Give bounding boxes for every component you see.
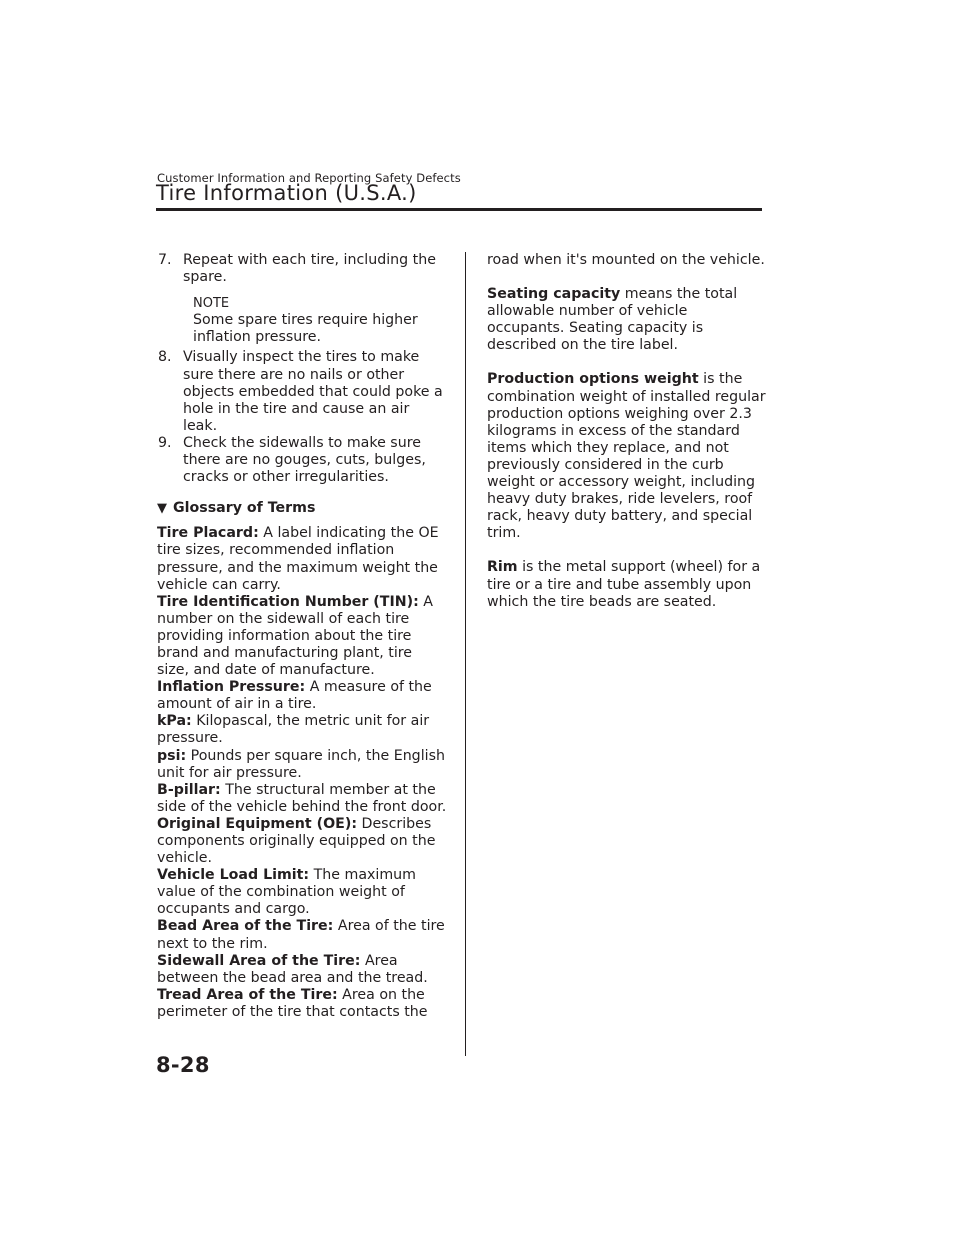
- definition-paragraph: [487, 286, 767, 354]
- term-name: Original Equipment (OE):: [157, 815, 358, 832]
- term-name: Inflation Pressure:: [157, 679, 306, 696]
- note-box: [157, 295, 447, 346]
- term-definition: Area between the bead area and the tread.: [157, 952, 428, 986]
- definition-paragraph: [487, 371, 767, 542]
- glossary-term: [157, 679, 447, 713]
- step-number: 9.: [158, 434, 172, 451]
- term-definition: A label indicating the OE tire sizes, recommended inflation pressure, and the maximum weight the vehicle can carry.: [157, 525, 439, 593]
- term-definition: Area on the perimeter of the tire that contacts the: [157, 986, 428, 1020]
- step-9: [157, 435, 447, 486]
- term-definition: is the metal support (wheel) for a tire or a tire and tube assembly upon which the tire beads are seated.: [487, 559, 761, 610]
- term-definition: Kilopascal, the metric unit for air pressure.: [157, 713, 430, 747]
- page-number: 8-28: [156, 1053, 210, 1077]
- step-number: 8.: [158, 349, 172, 366]
- glossary-term: [157, 713, 447, 747]
- term-name: Tire Placard:: [157, 525, 259, 542]
- term-definition: Pounds per square inch, the English unit for air pressure.: [157, 747, 445, 781]
- step-number: 7.: [158, 252, 172, 268]
- term-definition: Describes components originally equipped on the vehicle.: [157, 815, 436, 867]
- glossary-term: [157, 953, 447, 987]
- term-definition: The structural member at the side of the vehicle behind the front door.: [157, 781, 447, 815]
- term-name: Seating capacity: [487, 286, 621, 303]
- term-name: kPa:: [157, 713, 192, 730]
- definition-paragraph: [487, 559, 767, 610]
- header-divider: [156, 208, 762, 211]
- page-title: Tire Information (U.S.A.): [156, 181, 417, 205]
- glossary-term: [157, 594, 447, 679]
- glossary-term: [157, 867, 447, 918]
- term-name: Production options weight: [487, 371, 699, 388]
- section-label: Customer Information and Reporting Safety Defects: [157, 171, 461, 185]
- term-definition: Area of the tire next to the rim.: [157, 918, 445, 952]
- glossary-term: [157, 525, 447, 593]
- term-definition: A measure of the amount of air in a tire.: [157, 679, 432, 713]
- term-name: psi:: [157, 747, 187, 764]
- note-text: Some spare tires require higher inflation pressure.: [193, 312, 418, 346]
- continuation-text: road when it's mounted on the vehicle.: [487, 252, 765, 268]
- glossary-term: [157, 918, 447, 952]
- term-name: Sidewall Area of the Tire:: [157, 952, 361, 969]
- step-text: Check the sidewalls to make sure there are no gouges, cuts, bulges, cracks or other irregularities.: [183, 434, 426, 486]
- right-column: [487, 252, 767, 628]
- glossary-term: [157, 816, 447, 867]
- glossary-term: [157, 782, 447, 816]
- left-column: [157, 252, 447, 1021]
- glossary-heading-text: Glossary of Terms: [173, 500, 316, 517]
- glossary-heading: [157, 500, 447, 517]
- glossary-term: [157, 748, 447, 782]
- term-definition: means the total allowable number of vehicle occupants. Seating capacity is described on the tire label.: [487, 286, 738, 354]
- column-divider: [465, 252, 466, 1056]
- step-text: Repeat with each tire, including the spare.: [183, 252, 436, 286]
- term-definition: is the combination weight of installed regular production options weighing over 2.3 kilograms in excess of the standard items which they replace, and not previously considered in the curb weight or accessory weight, including heavy duty brakes, ride levelers, roof rack, heavy duty battery, and special trim.: [487, 371, 766, 542]
- term-name: Tread Area of the Tire:: [157, 986, 338, 1003]
- term-definition: The maximum value of the combination weight of occupants and cargo.: [157, 867, 416, 918]
- step-text: Visually inspect the tires to make sure there are no nails or other objects embedded that could poke a hole in the tire and cause an air leak.: [183, 349, 443, 434]
- glossary-term: [157, 987, 447, 1021]
- note-label: NOTE: [193, 296, 230, 312]
- triangle-down-icon: ▼: [157, 501, 167, 517]
- step-7: [157, 252, 447, 286]
- step-8: [157, 349, 447, 434]
- term-name: Bead Area of the Tire:: [157, 918, 334, 935]
- term-name: B-pillar:: [157, 781, 221, 798]
- term-name: Rim: [487, 559, 518, 576]
- term-definition: A number on the sidewall of each tire providing information about the tire brand and manufacturing plant, tire size, and date of manufacture.: [157, 593, 433, 679]
- term-name: Tire Identification Number (TIN):: [157, 593, 419, 610]
- term-name: Vehicle Load Limit:: [157, 867, 310, 884]
